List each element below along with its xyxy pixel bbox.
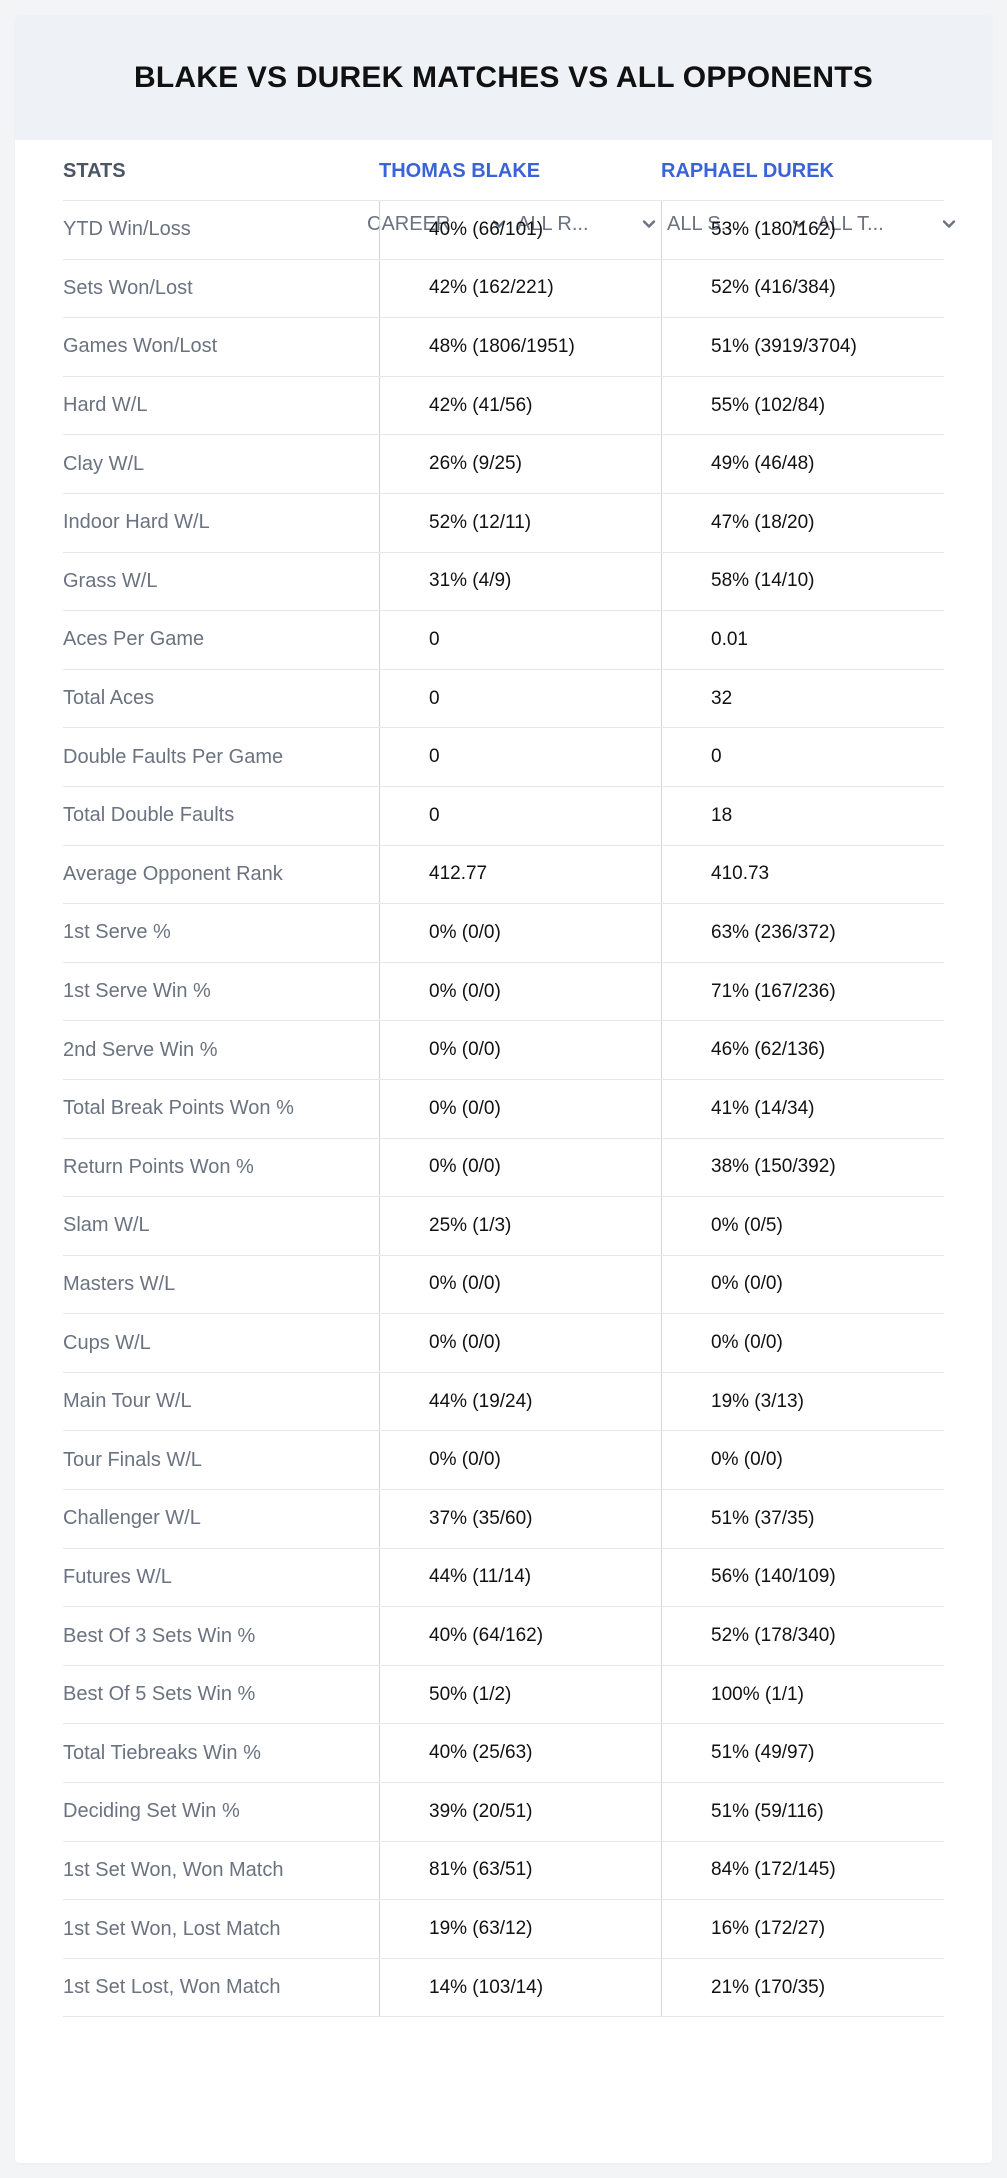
player1-stat-value: 0% (0/0)	[379, 1256, 661, 1314]
player2-stat-value: 47% (18/20)	[661, 494, 944, 552]
player2-stat-value: 84% (172/145)	[661, 1842, 944, 1900]
table-row	[63, 1959, 944, 2018]
player1-stat-value: 48% (1806/1951)	[379, 318, 661, 376]
player2-link[interactable]: RAPHAEL DUREK	[661, 160, 834, 182]
table-row	[63, 1373, 944, 1432]
table-row	[63, 1197, 944, 1256]
player2-stat-value: 38% (150/392)	[661, 1139, 944, 1197]
player1-stat-value: 0	[379, 728, 661, 786]
player2-stat-value: 53% (180/162)	[661, 201, 944, 259]
player1-stat-value: 44% (19/24)	[379, 1373, 661, 1431]
table-row	[63, 435, 944, 494]
player1-stat-value: 39% (20/51)	[379, 1783, 661, 1841]
player2-stat-value: 52% (178/340)	[661, 1607, 944, 1665]
player2-stat-value: 32	[661, 670, 944, 728]
player1-stat-value: 44% (11/14)	[379, 1549, 661, 1607]
player1-stat-value: 0% (0/0)	[379, 1431, 661, 1489]
player1-stat-value: 0% (0/0)	[379, 1314, 661, 1372]
player2-stat-value: 21% (170/35)	[661, 1959, 944, 2017]
stat-label: Aces Per Game	[63, 628, 205, 651]
filter-label: ALL T...	[817, 212, 884, 235]
stats-table-body	[63, 201, 944, 2017]
player2-stat-value: 0	[661, 728, 944, 786]
stat-label: Cups W/L	[63, 1331, 151, 1354]
table-row	[63, 1490, 944, 1549]
player1-stat-value: 81% (63/51)	[379, 1842, 661, 1900]
player2-stat-value: 55% (102/84)	[661, 377, 944, 435]
table-row	[63, 1607, 944, 1666]
player1-stat-value: 40% (66/101)	[379, 201, 661, 259]
table-header	[63, 143, 944, 201]
stat-label: Slam W/L	[63, 1214, 150, 1237]
player1-stat-value: 42% (162/221)	[379, 260, 661, 318]
player1-stat-value: 0	[379, 787, 661, 845]
table-row	[63, 846, 944, 905]
player1-stat-value: 52% (12/11)	[379, 494, 661, 552]
player2-stat-value: 58% (14/10)	[661, 553, 944, 611]
stat-label: Masters W/L	[63, 1272, 176, 1295]
player1-stat-value: 412.77	[379, 846, 661, 904]
stat-label: 2nd Serve Win %	[63, 1038, 218, 1061]
table-row	[63, 1431, 944, 1490]
player1-stat-value: 25% (1/3)	[379, 1197, 661, 1255]
player1-stat-value: 14% (103/14)	[379, 1959, 661, 2017]
player2-stat-value: 41% (14/34)	[661, 1080, 944, 1138]
player2-stat-value: 0% (0/5)	[661, 1197, 944, 1255]
player1-stat-value: 40% (25/63)	[379, 1724, 661, 1782]
column-header-stats: STATS	[63, 160, 126, 182]
player2-stat-value: 51% (49/97)	[661, 1724, 944, 1782]
table-row	[63, 1314, 944, 1373]
stat-label: Sets Won/Lost	[63, 276, 193, 299]
table-row	[63, 1256, 944, 1315]
table-row	[63, 904, 944, 963]
table-row	[63, 1080, 944, 1139]
table-row	[63, 260, 944, 319]
player2-stat-value: 71% (167/236)	[661, 963, 944, 1021]
page-title: BLAKE VS DUREK MATCHES VS ALL OPPONENTS	[134, 60, 873, 94]
player2-stat-value: 56% (140/109)	[661, 1549, 944, 1607]
stat-label: 1st Serve Win %	[63, 980, 211, 1003]
table-row	[63, 553, 944, 612]
player2-stat-value: 52% (416/384)	[661, 260, 944, 318]
player2-stat-value: 19% (3/13)	[661, 1373, 944, 1431]
stat-label: Double Faults Per Game	[63, 745, 284, 768]
table-row	[63, 1900, 944, 1959]
player1-stat-value: 0% (0/0)	[379, 1080, 661, 1138]
player2-stat-value: 49% (46/48)	[661, 435, 944, 493]
table-row	[63, 1724, 944, 1783]
table-row	[63, 1549, 944, 1608]
filter-label: ALL S...	[667, 212, 738, 235]
player1-stat-value: 19% (63/12)	[379, 1900, 661, 1958]
player1-stat-value: 0% (0/0)	[379, 963, 661, 1021]
player1-stat-value: 31% (4/9)	[379, 553, 661, 611]
stat-label: Best Of 3 Sets Win %	[63, 1624, 256, 1647]
player2-stat-value: 51% (37/35)	[661, 1490, 944, 1548]
stat-label: Best Of 5 Sets Win %	[63, 1683, 256, 1706]
player2-stat-value: 46% (62/136)	[661, 1021, 944, 1079]
stat-label: Main Tour W/L	[63, 1390, 192, 1413]
table-row	[63, 611, 944, 670]
stat-label: 1st Set Lost, Won Match	[63, 1976, 281, 1999]
stat-label: Clay W/L	[63, 452, 145, 475]
table-row	[63, 494, 944, 553]
stat-label: Challenger W/L	[63, 1507, 201, 1530]
stat-label: Grass W/L	[63, 569, 158, 592]
player2-stat-value: 18	[661, 787, 944, 845]
stat-label: Deciding Set Win %	[63, 1800, 240, 1823]
stat-label: Tour Finals W/L	[63, 1448, 202, 1471]
table-row	[63, 201, 944, 260]
player1-stat-value: 37% (35/60)	[379, 1490, 661, 1548]
stat-label: Total Break Points Won %	[63, 1097, 294, 1120]
filter-label: ALL R...	[517, 212, 589, 235]
stat-label: Games Won/Lost	[63, 335, 218, 358]
player2-stat-value: 410.73	[661, 846, 944, 904]
player1-stat-value: 0	[379, 670, 661, 728]
player2-stat-value: 0% (0/0)	[661, 1256, 944, 1314]
player1-stat-value: 0	[379, 611, 661, 669]
stat-label: 1st Serve %	[63, 921, 171, 944]
table-row	[63, 670, 944, 729]
player2-stat-value: 0.01	[661, 611, 944, 669]
filter-label: CAREER	[367, 212, 451, 235]
table-row	[63, 787, 944, 846]
table-row	[63, 728, 944, 787]
stat-label: Total Aces	[63, 687, 155, 710]
table-row	[63, 318, 944, 377]
stat-label: Total Tiebreaks Win %	[63, 1741, 261, 1764]
card-header	[15, 15, 992, 140]
player1-stat-value: 42% (41/56)	[379, 377, 661, 435]
stat-label: Futures W/L	[63, 1565, 172, 1588]
player2-stat-value: 16% (172/27)	[661, 1900, 944, 1958]
table-row	[63, 1139, 944, 1198]
stat-label: Average Opponent Rank	[63, 862, 283, 885]
player1-stat-value: 40% (64/162)	[379, 1607, 661, 1665]
stats-card	[15, 15, 992, 2163]
table-row	[63, 1783, 944, 1842]
player1-stat-value: 0% (0/0)	[379, 904, 661, 962]
table-row	[63, 377, 944, 436]
player1-link[interactable]: THOMAS BLAKE	[379, 160, 541, 182]
player2-stat-value: 100% (1/1)	[661, 1666, 944, 1724]
player2-stat-value: 0% (0/0)	[661, 1431, 944, 1489]
table-row	[63, 1666, 944, 1725]
stat-label: Total Double Faults	[63, 804, 235, 827]
player1-stat-value: 50% (1/2)	[379, 1666, 661, 1724]
player2-stat-value: 51% (59/116)	[661, 1783, 944, 1841]
stat-label: 1st Set Won, Lost Match	[63, 1917, 281, 1940]
stat-label: Return Points Won %	[63, 1155, 254, 1178]
player1-stat-value: 0% (0/0)	[379, 1139, 661, 1197]
player2-stat-value: 63% (236/372)	[661, 904, 944, 962]
stat-label: YTD Win/Loss	[63, 218, 191, 241]
stat-label: Hard W/L	[63, 394, 148, 417]
stat-label: Indoor Hard W/L	[63, 511, 210, 534]
table-row	[63, 1021, 944, 1080]
player1-stat-value: 26% (9/25)	[379, 435, 661, 493]
player2-stat-value: 51% (3919/3704)	[661, 318, 944, 376]
stat-label: 1st Set Won, Won Match	[63, 1858, 284, 1881]
player1-stat-value: 0% (0/0)	[379, 1021, 661, 1079]
table-row	[63, 963, 944, 1022]
player2-stat-value: 0% (0/0)	[661, 1314, 944, 1372]
table-row	[63, 1842, 944, 1901]
